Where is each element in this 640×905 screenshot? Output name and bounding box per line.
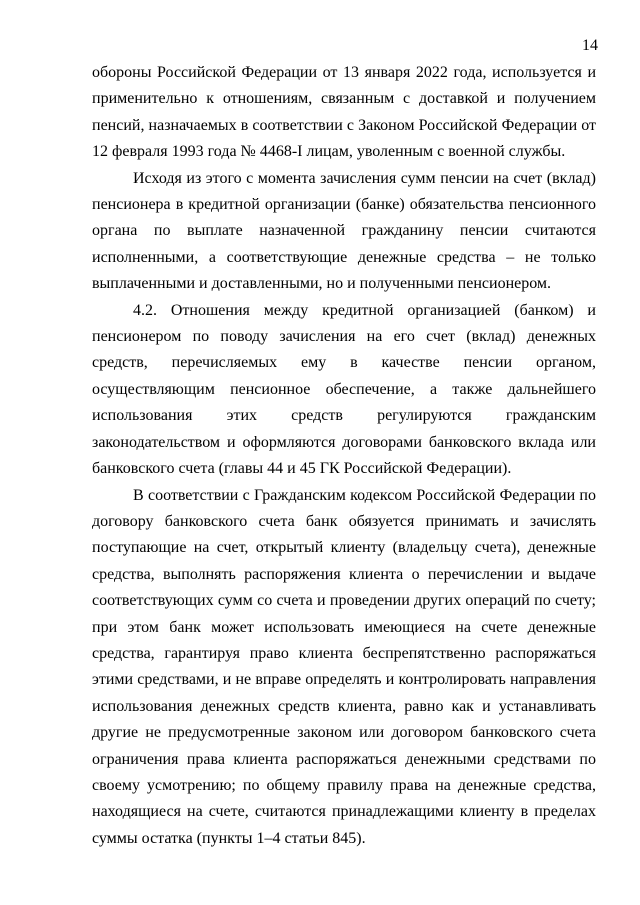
paragraph-continuation: обороны Российской Федерации от 13 января 2022 года, используется и применительно к отношениям, связанным с доставкой и получением пенсий, назначаемых в соответствии с Законом Российской Федерации от 12 февраля 1993 года № 4468-I лицам, уволенным с военной службы. (92, 64, 596, 161)
page-number: 14 (582, 37, 598, 54)
paragraph-civil-code: В соответствии с Гражданским кодексом Российской Федерации по договору банковского счета банк обязуется принимать и зачислять поступающие на счет, открытый клиенту (владельцу счета), денежные средства, выполнять распоряжения клиента о перечислении и выдаче соответствующих сумм со счета и проведении других операций по счету; при этом банк может использовать имеющиеся на счете денежные средства, гарантируя право клиента беспрепятственно распоряжаться этими средствами, и не вправе определять и контролировать направления использования денежных средств клиента, равно как и устанавливать другие не предусмотренные законом или договором банковского счета ограничения права клиента распоряжаться денежными средствами по своему усмотрению; по общему правилу права на денежные средства, находящиеся на счете, считаются принадлежащими клиенту в пределах суммы остатка (пункты 1–4 статьи 845). (92, 486, 596, 847)
paragraph-pension-obligations: Исходя из этого с момента зачисления сумм пенсии на счет (вклад) пенсионера в кредитной организации (банке) обязательства пенсионного органа по выплате назначенной гражданину пенсии считаются исполненными, а соответствующие денежные средства – не только выплаченными и доставленными, но и полученными пенсионером. (92, 169, 596, 293)
page-body (92, 60, 596, 852)
paragraph-section-4-2: 4.2. Отношения между кредитной организацией (банком) и пенсионером по поводу зачисления на его счет (вклад) денежных средств, перечисляемых ему в качестве пенсии органом, осуществляющим пенсионное обеспечение, а также дальнейшего использования этих средств регулируются гражданским законодательством и оформляются договорами банковского вклада или банковского счета (главы 44 и 45 ГК Российской Федерации). (92, 301, 596, 478)
